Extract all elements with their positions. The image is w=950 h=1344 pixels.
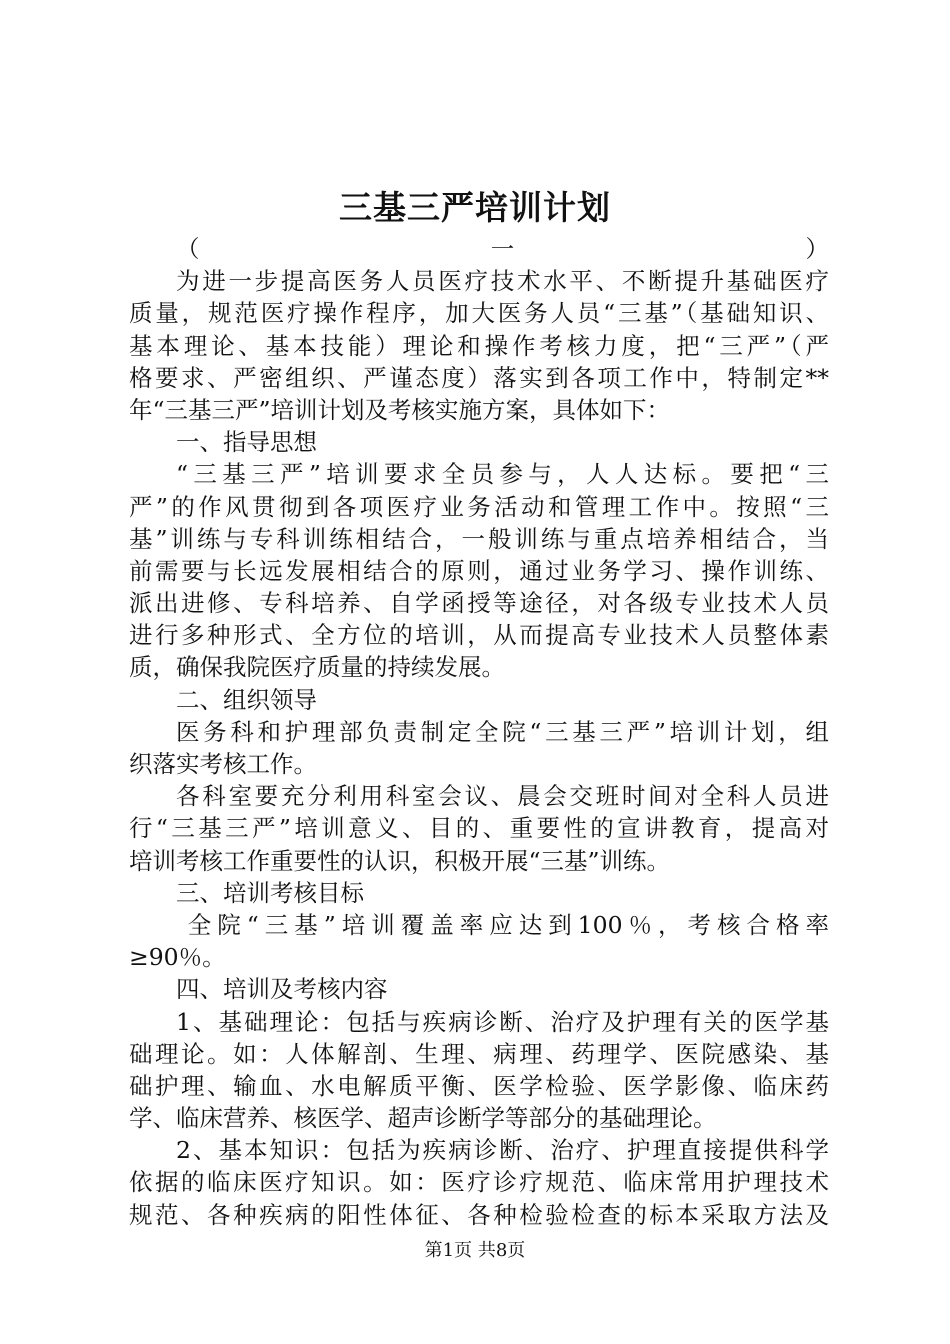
text-line: 础护理、输血、水电解质平衡、医学检验、医学影像、临床药 — [129, 1071, 829, 1100]
text-line: 全院“三基”培训覆盖率应达到100％，考核合格率 — [187, 910, 829, 939]
text-line: 规范、各种疾病的阳性体征、各种检验检查的标本采取方法及 — [129, 1200, 829, 1229]
text-line: 格要求、严密组织、严谨态度）落实到各项工作中，特制定** — [129, 363, 829, 392]
text-line: 四、培训及考核内容 — [176, 975, 388, 1004]
text-line: “三基三严”培训要求全员参与，人人达标。要把“三 — [176, 460, 829, 489]
text-line: 织落实考核工作。 — [129, 750, 317, 778]
text-line: 严”的作风贯彻到各项医疗业务活动和管理工作中。按照“三 — [129, 492, 829, 521]
page-footer: 第1页 共8页 — [424, 1240, 526, 1261]
text-line: 依据的临床医疗知识。如：医疗诊疗规范、临床常用护理技术 — [129, 1168, 829, 1197]
text-line: 基本理论、基本技能）理论和操作考核力度，把“三严”（严 — [129, 331, 829, 360]
text-line: 进行多种形式、全方位的培训，从而提高专业技术人员整体素 — [129, 621, 829, 650]
text-line: 前需要与长远发展相结合的原则，通过业务学习、操作训练、 — [129, 556, 829, 585]
text-line: 培训考核工作重要性的认识，积极开展“三基”训练。 — [129, 846, 671, 875]
text-line: 为进一步提高医务人员医疗技术水平、不断提升基础医疗 — [176, 267, 829, 296]
text-line: 1、基础理论：包括与疾病诊断、治疗及护理有关的医学基 — [176, 1007, 829, 1036]
text-line: 一、指导思想 — [176, 428, 317, 457]
text-line: 学、临床营养、核医学、超声诊断学等部分的基础理论。 — [129, 1104, 717, 1133]
text-line: 质，确保我院医疗质量的持续发展。 — [129, 653, 505, 682]
document-body — [129, 233, 829, 1231]
text-line: 年“三基三严”培训计划及考核实施方案，具体如下： — [129, 395, 671, 424]
text-line: 派出进修、专科培养、自学函授等途径，对各级专业技术人员 — [129, 589, 829, 618]
text-line: 行“三基三严”培训意义、目的、重要性的宣讲教育，提高对 — [129, 814, 829, 843]
text-line: 质量，规范医疗操作程序，加大医务人员“三基”（基础知识、 — [129, 299, 829, 328]
text-line: 基”训练与专科训练相结合，一般训练与重点培养相结合，当 — [129, 524, 829, 553]
text-line: 础理论。如：人体解剖、生理、病理、药理学、医院感染、基 — [129, 1039, 829, 1068]
text-line: （一） — [176, 235, 829, 263]
text-line: 2、基本知识：包括为疾病诊断、治疗、护理直接提供科学 — [176, 1136, 829, 1165]
text-line: 各科室要充分利用科室会议、晨会交班时间对全科人员进 — [176, 782, 829, 811]
text-line: 医务科和护理部负责制定全院“三基三严”培训计划，组 — [176, 717, 829, 746]
document-title: 三基三严培训计划 — [339, 188, 611, 227]
text-line: 三、培训考核目标 — [176, 878, 364, 907]
text-line: 二、组织领导 — [176, 685, 317, 714]
text-line: ≥90％。 — [129, 943, 226, 972]
